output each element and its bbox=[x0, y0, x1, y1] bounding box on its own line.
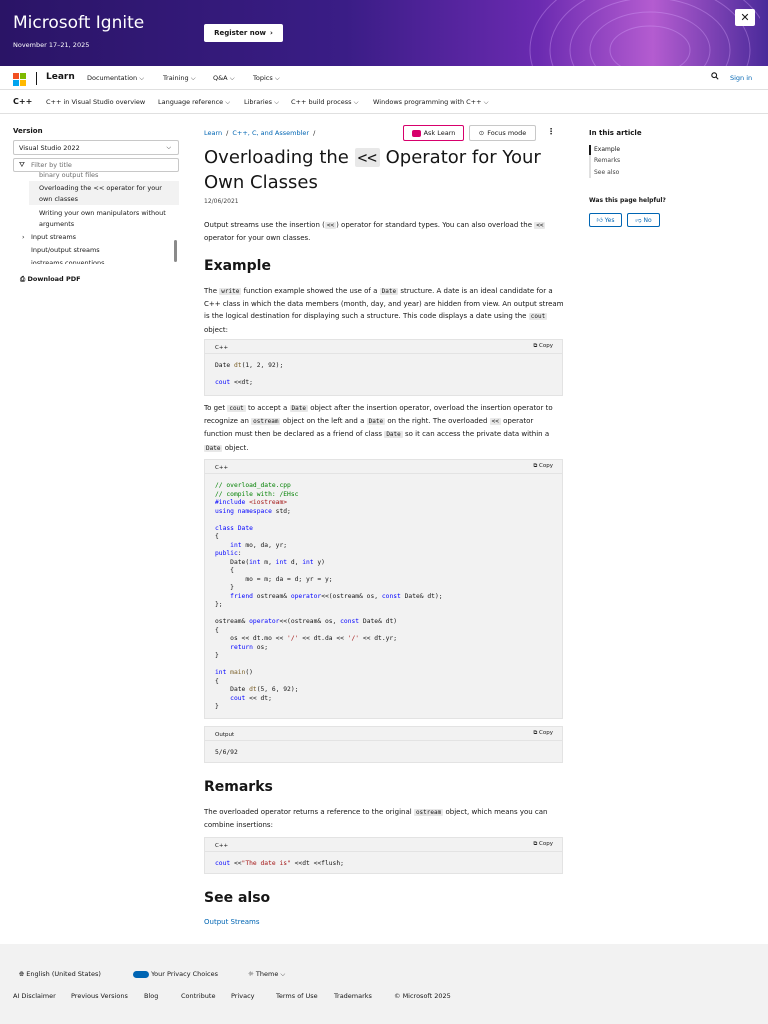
globe-icon: 🌐︎ bbox=[19, 970, 25, 978]
copy-button[interactable] bbox=[533, 730, 553, 737]
chevron-down-icon: ⌵ bbox=[225, 98, 231, 106]
inline-code: write bbox=[221, 288, 240, 295]
chevron-down-icon: ⌵ bbox=[280, 970, 286, 978]
see-also-heading: See also bbox=[204, 890, 271, 906]
toc-item-input-streams[interactable]: Input streams bbox=[31, 233, 77, 241]
footer-link-blog[interactable]: Blog bbox=[144, 992, 159, 1000]
close-icon[interactable]: ✕ bbox=[735, 9, 755, 26]
theme-label: Theme bbox=[255, 970, 279, 978]
intro-paragraph bbox=[204, 219, 564, 244]
chevron-down-icon: ⌵ bbox=[190, 74, 196, 82]
toc-item-binary-output[interactable]: binary output files bbox=[39, 172, 99, 179]
output-label: Output bbox=[215, 732, 235, 738]
locale-selector[interactable] bbox=[19, 970, 101, 979]
para-text: To get bbox=[204, 404, 226, 412]
inline-code: Date bbox=[386, 431, 401, 439]
chevron-down-icon: ⌵ bbox=[353, 98, 359, 106]
article-date: 12/06/2021 bbox=[204, 198, 239, 205]
para-text: object, which means you can combine insertions: bbox=[204, 808, 548, 830]
inline-code: << bbox=[536, 222, 544, 229]
footer-link-trademarks[interactable]: Trademarks bbox=[334, 992, 372, 1000]
subnav-language-reference[interactable] bbox=[158, 98, 230, 107]
chevron-right-icon: › bbox=[270, 29, 273, 37]
rail-item-example[interactable]: Example bbox=[594, 146, 621, 153]
para-text: structure. A date is an ideal candidate for a C++ class in which the data members (month, day, and year) are hidden from view. An output stream is the logical destination for displaying such a structure. This code displays a date using the bbox=[204, 287, 564, 321]
inline-code: Date bbox=[291, 405, 306, 412]
helpful-question: Was this page helpful? bbox=[589, 197, 666, 204]
para-text: on the right. The overloaded bbox=[387, 417, 488, 426]
code-content: // overload_date.cpp // compile with: /EHsc #include <iostream> using namespace std; class Date { int mo, da, yr; public: Date(int m, int d, int y) { mo = m; da = d; yr = y; } friend ostream& operator<<(ostream& os, const Date& dt); }; ostream& operator<<(ostream& os, const Date& dt) { os << dt.mo << '/' << dt.da << '/' << dt.yr; return os; } int main() { Date dt(5, 6, 92); cout << dt; } bbox=[215, 482, 443, 710]
code-block bbox=[204, 837, 563, 874]
example-paragraph-2 bbox=[204, 402, 564, 455]
nav-divider bbox=[36, 72, 37, 85]
nav-documentation-label: Documentation bbox=[87, 74, 138, 82]
para-text: object: bbox=[204, 325, 228, 334]
register-button[interactable] bbox=[204, 24, 283, 42]
example-paragraph-1 bbox=[204, 285, 564, 336]
example-heading: Example bbox=[204, 258, 271, 274]
theme-selector[interactable] bbox=[248, 970, 285, 979]
thumbs-up-icon: 👍︎ bbox=[596, 217, 603, 224]
code-block bbox=[204, 339, 563, 396]
toc-item-manipulators[interactable]: Writing your own manipulators without bbox=[39, 209, 166, 217]
yes-label: Yes bbox=[604, 216, 615, 224]
banner-date: November 17–21, 2025 bbox=[13, 41, 90, 49]
chevron-down-icon: ⌵ bbox=[274, 74, 280, 82]
copy-label: Copy bbox=[539, 730, 553, 736]
nav-documentation[interactable] bbox=[87, 74, 144, 83]
output-content: 5/6/92 bbox=[215, 749, 238, 756]
footer-link-contribute[interactable]: Contribute bbox=[181, 992, 216, 1000]
yes-button[interactable] bbox=[589, 213, 622, 227]
breadcrumb-separator: / bbox=[226, 129, 229, 137]
chevron-right-icon[interactable]: › bbox=[22, 233, 25, 241]
privacy-choices-label: Your Privacy Choices bbox=[151, 970, 219, 978]
remarks-paragraph bbox=[204, 806, 564, 831]
output-block bbox=[204, 726, 563, 763]
chevron-down-icon: ⌵ bbox=[139, 74, 145, 82]
subnav-windows-programming-label: Windows programming with C++ bbox=[373, 98, 482, 106]
breadcrumb-separator: / bbox=[313, 129, 316, 137]
table-of-contents bbox=[13, 172, 175, 264]
rail-active-indicator bbox=[589, 145, 591, 155]
para-text: so it can access the private data within a bbox=[405, 430, 550, 439]
para-text: function example showed the use of a bbox=[243, 287, 378, 295]
filter-placeholder: Filter by title bbox=[31, 161, 72, 169]
breadcrumb-learn[interactable]: Learn bbox=[204, 129, 223, 137]
copy-button[interactable] bbox=[533, 463, 553, 470]
output-streams-link[interactable]: Output Streams bbox=[204, 918, 260, 926]
copy-label: Copy bbox=[539, 463, 553, 469]
para-text: object on the left and a bbox=[282, 417, 365, 426]
footer-link-ai-disclaimer[interactable]: AI Disclaimer bbox=[13, 992, 56, 1000]
intro-text: Output streams use the insertion ( bbox=[204, 221, 325, 229]
no-button[interactable] bbox=[627, 213, 660, 227]
code-language: C++ bbox=[215, 843, 229, 849]
sign-in-link[interactable]: Sign in bbox=[730, 74, 753, 82]
para-text: The overloaded operator returns a reference to the original bbox=[204, 808, 412, 816]
footer-link-terms[interactable]: Terms of Use bbox=[276, 992, 318, 1000]
remarks-heading: Remarks bbox=[204, 779, 273, 795]
rail-item-see-also[interactable]: See also bbox=[594, 169, 620, 176]
output-block-header bbox=[205, 727, 562, 741]
ask-learn-label: Ask Learn bbox=[423, 129, 456, 137]
focus-mode-button[interactable] bbox=[469, 125, 536, 141]
copy-icon: ⧉ bbox=[533, 730, 538, 736]
copy-icon: ⧉ bbox=[533, 463, 538, 469]
code-language: C++ bbox=[215, 345, 229, 351]
para-text: The bbox=[204, 287, 218, 295]
locale-label: English (United States) bbox=[26, 970, 101, 978]
no-label: No bbox=[643, 216, 652, 224]
privacy-toggle-icon bbox=[133, 971, 149, 978]
code-block bbox=[204, 459, 563, 719]
title-text-pre: Overloading the bbox=[204, 147, 349, 168]
banner-decoration bbox=[500, 0, 760, 66]
copy-button[interactable] bbox=[533, 841, 553, 848]
page-title bbox=[204, 145, 564, 195]
chevron-down-icon: ⌵ bbox=[274, 98, 280, 106]
nav-training[interactable] bbox=[163, 74, 196, 83]
para-text: operator function must then be declared as a friend of class bbox=[204, 417, 534, 439]
inline-code: Date bbox=[381, 288, 397, 295]
more-options-icon[interactable]: ⋮ bbox=[547, 127, 555, 136]
inline-code: cout bbox=[530, 313, 546, 321]
microsoft-logo-icon[interactable] bbox=[13, 73, 26, 86]
code-block-header bbox=[205, 838, 562, 852]
chevron-down-icon: ⌵ bbox=[229, 74, 235, 82]
version-select-value: Visual Studio 2022 bbox=[19, 143, 80, 152]
para-text: object after the insertion operator, overload the insertion operator to recognize an bbox=[204, 404, 553, 426]
chevron-down-icon: ⌵ bbox=[483, 98, 489, 106]
copy-icon: ⧉ bbox=[533, 841, 538, 847]
intro-text: operator for your own classes. bbox=[204, 234, 311, 243]
download-pdf-link[interactable] bbox=[20, 275, 81, 284]
version-label: Version bbox=[13, 127, 43, 135]
code-language: C++ bbox=[215, 465, 229, 471]
toc-item-overloading[interactable]: Overloading the << operator for your bbox=[39, 184, 162, 192]
copy-icon: ⧉ bbox=[533, 343, 538, 349]
footer-link-privacy[interactable]: Privacy bbox=[231, 992, 255, 1000]
search-icon[interactable] bbox=[711, 72, 719, 82]
inline-code: Date bbox=[368, 418, 384, 426]
subnav-overview[interactable]: C++ in Visual Studio overview bbox=[46, 98, 146, 106]
copy-label: Copy bbox=[539, 841, 553, 847]
toc-item-io-streams[interactable]: Input/output streams bbox=[31, 246, 100, 254]
subnav-windows-programming[interactable] bbox=[373, 98, 489, 107]
nav-learn-link[interactable]: Learn bbox=[46, 72, 75, 82]
ask-learn-icon bbox=[412, 130, 421, 137]
version-select[interactable] bbox=[13, 140, 179, 155]
in-this-article-title: In this article bbox=[589, 129, 642, 137]
code-block-header bbox=[205, 340, 562, 354]
sun-icon: ☼ bbox=[248, 970, 254, 978]
subnav-build-process[interactable] bbox=[291, 98, 359, 107]
chevron-down-icon: ⌵ bbox=[166, 144, 171, 151]
register-label: Register now bbox=[214, 29, 267, 37]
para-text: to accept a bbox=[248, 404, 288, 412]
breadcrumb bbox=[204, 129, 319, 137]
event-banner bbox=[0, 0, 768, 66]
nav-qa[interactable] bbox=[213, 74, 235, 83]
subnav-build-process-label: C++ build process bbox=[291, 98, 352, 106]
filter-input[interactable] bbox=[13, 158, 179, 172]
download-pdf-label: Download PDF bbox=[27, 275, 81, 283]
intro-text: ) operator for standard types. You can also overload the bbox=[336, 221, 533, 229]
ask-learn-button[interactable] bbox=[403, 125, 464, 141]
filter-icon: ⛛ bbox=[19, 161, 25, 169]
privacy-choices-link[interactable] bbox=[133, 970, 218, 978]
subnav-libraries[interactable] bbox=[244, 98, 279, 107]
nav-training-label: Training bbox=[163, 74, 189, 82]
title-text-post: Operator for Your Own Classes bbox=[204, 147, 541, 193]
code-block-header bbox=[205, 460, 562, 474]
title-code: << bbox=[355, 148, 380, 167]
thumbs-down-icon: 👎︎ bbox=[635, 217, 642, 224]
toc-item-conventions[interactable]: iostreams conventions bbox=[31, 259, 105, 264]
footer-link-previous-versions[interactable]: Previous Versions bbox=[71, 992, 128, 1000]
inline-code: << bbox=[491, 418, 499, 426]
copy-button[interactable] bbox=[533, 343, 553, 350]
focus-mode-icon: ⊙ bbox=[478, 129, 485, 137]
subnav-libraries-label: Libraries bbox=[244, 98, 273, 106]
download-icon: ⎙ bbox=[20, 275, 26, 283]
para-text: object. bbox=[224, 443, 249, 452]
toc-item-overloading-cont[interactable]: own classes bbox=[39, 195, 78, 203]
code-content: Date dt(1, 2, 92); cout <<dt; bbox=[215, 362, 284, 386]
footer bbox=[0, 944, 768, 1024]
copy-label: Copy bbox=[539, 343, 553, 349]
breadcrumb-cpp[interactable]: C++, C, and Assembler bbox=[232, 129, 310, 137]
banner-title: Microsoft Ignite bbox=[13, 13, 145, 33]
focus-mode-label: Focus mode bbox=[487, 129, 527, 137]
nav-qa-label: Q&A bbox=[213, 74, 228, 82]
toc-scrollbar[interactable] bbox=[174, 240, 177, 262]
nav-topics-label: Topics bbox=[253, 74, 273, 82]
inline-code: << bbox=[326, 222, 335, 229]
rail-item-remarks[interactable]: Remarks bbox=[594, 157, 621, 164]
subnav-language-reference-label: Language reference bbox=[158, 98, 224, 106]
nav-topics[interactable] bbox=[253, 74, 280, 83]
product-title[interactable]: C++ bbox=[13, 97, 33, 106]
toc-item-manipulators-cont[interactable]: arguments bbox=[39, 220, 75, 228]
copyright: © Microsoft 2025 bbox=[394, 992, 451, 1000]
inline-code: cout bbox=[229, 405, 244, 412]
inline-code: ostream bbox=[415, 809, 442, 816]
inline-code: ostream bbox=[253, 418, 279, 426]
code-content: cout <<"The date is" <<dt <<flush; bbox=[215, 860, 344, 867]
inline-code: Date bbox=[206, 444, 221, 452]
